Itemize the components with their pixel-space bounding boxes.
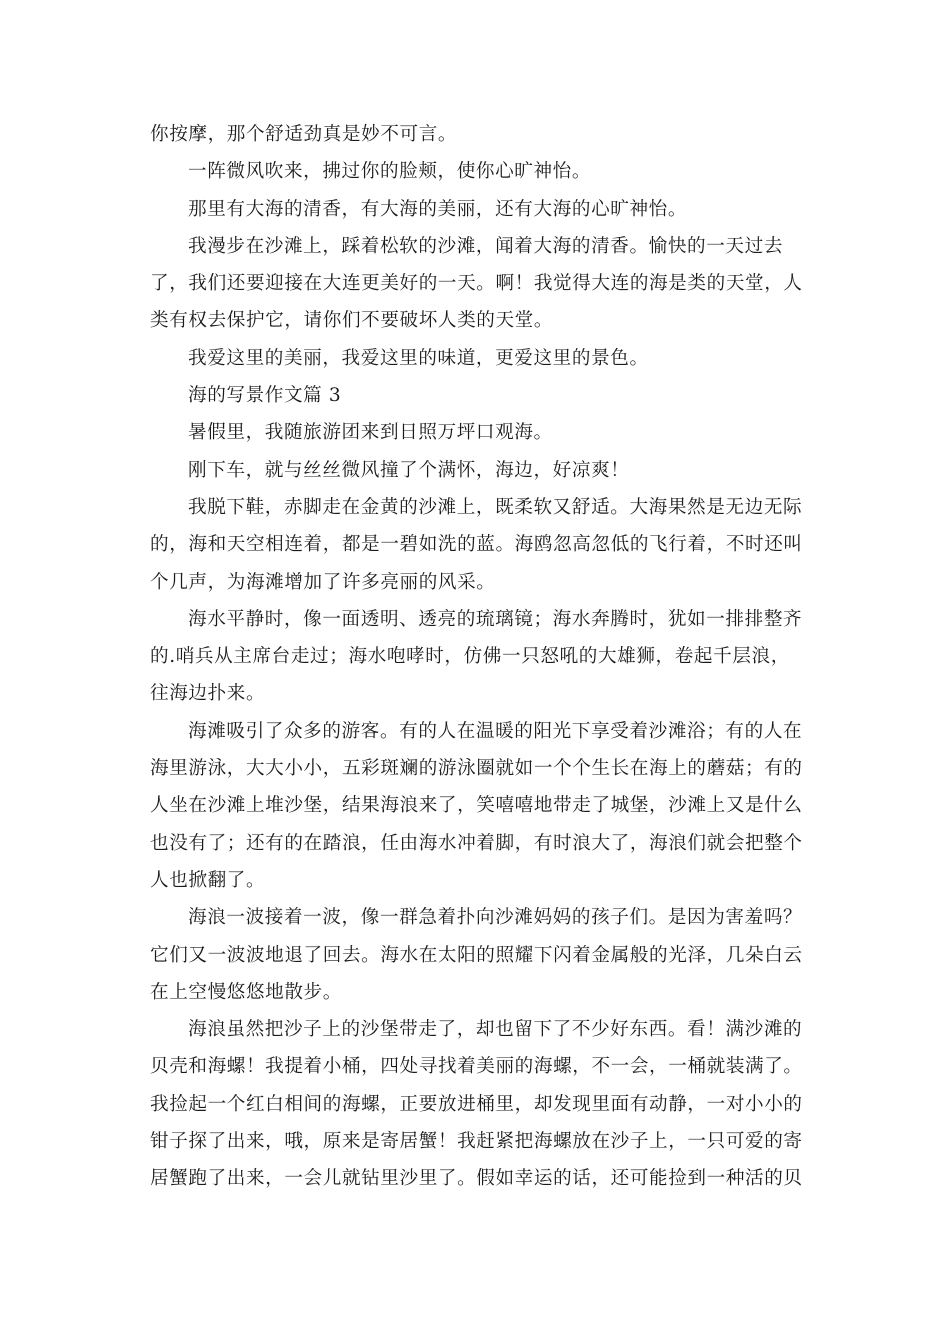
text-line: 也没有了；还有的在踏浪，任由海水冲着脚，有时浪大了，海浪们就会把整个 — [150, 832, 803, 854]
document-text-body — [150, 116, 802, 1198]
text-line: 它们又一波波地退了回去。海水在太阳的照耀下闪着金属般的光泽，几朵白云 — [150, 944, 803, 966]
text-line: 海浪一波接着一波，像一群急着扑向沙滩妈妈的孩子们。是因为害羞吗？ — [188, 907, 803, 929]
text-line: 人坐在沙滩上堆沙堡，结果海浪来了，笑嘻嘻地带走了城堡，沙滩上又是什么 — [150, 795, 803, 817]
text-line: 的，海和天空相连着，都是一碧如洗的蓝。海鸥忽高忽低的飞行着，不时还叫 — [150, 534, 803, 556]
text-line: 居蟹跑了出来，一会儿就钻里沙里了。假如幸运的话，还可能捡到一种活的贝 — [150, 1168, 803, 1190]
text-line: 海的写景作文篇 3 — [188, 385, 342, 407]
text-line: 类有权去保护它，请你们不要破坏人类的天堂。 — [150, 310, 554, 332]
text-line: 人也掀翻了。 — [150, 869, 266, 891]
text-line: 我爱这里的美丽，我爱这里的味道，更爱这里的景色。 — [188, 347, 649, 369]
text-line: 钳子探了出来，哦，原来是寄居蟹！我赶紧把海螺放在沙子上，一只可爱的寄 — [150, 1131, 803, 1153]
text-line: 刚下车，就与丝丝微风撞了个满怀，海边，好凉爽！ — [188, 459, 630, 481]
text-line: 暑假里，我随旅游团来到日照万坪口观海。 — [188, 422, 553, 444]
text-line: 的.哨兵从主席台走过；海水咆哮时，仿佛一只怒吼的大雄狮，卷起千层浪， — [150, 646, 790, 668]
text-line: 一阵微风吹来，拂过你的脸颊，使你心旷神怡。 — [188, 161, 592, 183]
text-line: 我脱下鞋，赤脚走在金黄的沙滩上，既柔软又舒适。大海果然是无边无际 — [188, 496, 803, 518]
text-line: 海里游泳，大大小小，五彩斑斓的游泳圈就如一个个生长在海上的蘑菇；有的 — [150, 758, 803, 780]
text-line: 个几声，为海滩增加了许多亮丽的风采。 — [150, 571, 496, 593]
text-line: 那里有大海的清香，有大海的美丽，还有大海的心旷神怡。 — [188, 198, 688, 220]
text-line: 往海边扑来。 — [150, 683, 266, 705]
text-line: 我漫步在沙滩上，踩着松软的沙滩，闻着大海的清香。愉快的一天过去 — [188, 235, 784, 257]
text-line: 海滩吸引了众多的游客。有的人在温暖的阳光下享受着沙滩浴；有的人在 — [188, 720, 803, 742]
text-line: 在上空慢悠悠地散步。 — [150, 981, 342, 1003]
text-line: 贝壳和海螺！我提着小桶，四处寻找着美丽的海螺，不一会，一桶就装满了。 — [150, 1056, 803, 1078]
text-line: 了，我们还要迎接在大连更美好的一天。啊！我觉得大连的海是类的天堂，人 — [150, 273, 803, 295]
text-line: 海水平静时，像一面透明、透亮的琉璃镜；海水奔腾时，犹如一排排整齐 — [188, 608, 803, 630]
text-line: 你按摩，那个舒适劲真是妙不可言。 — [150, 124, 458, 145]
text-line: 海浪虽然把沙子上的沙堡带走了，却也留下了不少好东西。看！满沙滩的 — [188, 1019, 803, 1041]
text-line: 我捡起一个红白相间的海螺，正要放进桶里，却发现里面有动静，一对小小的 — [150, 1093, 803, 1115]
